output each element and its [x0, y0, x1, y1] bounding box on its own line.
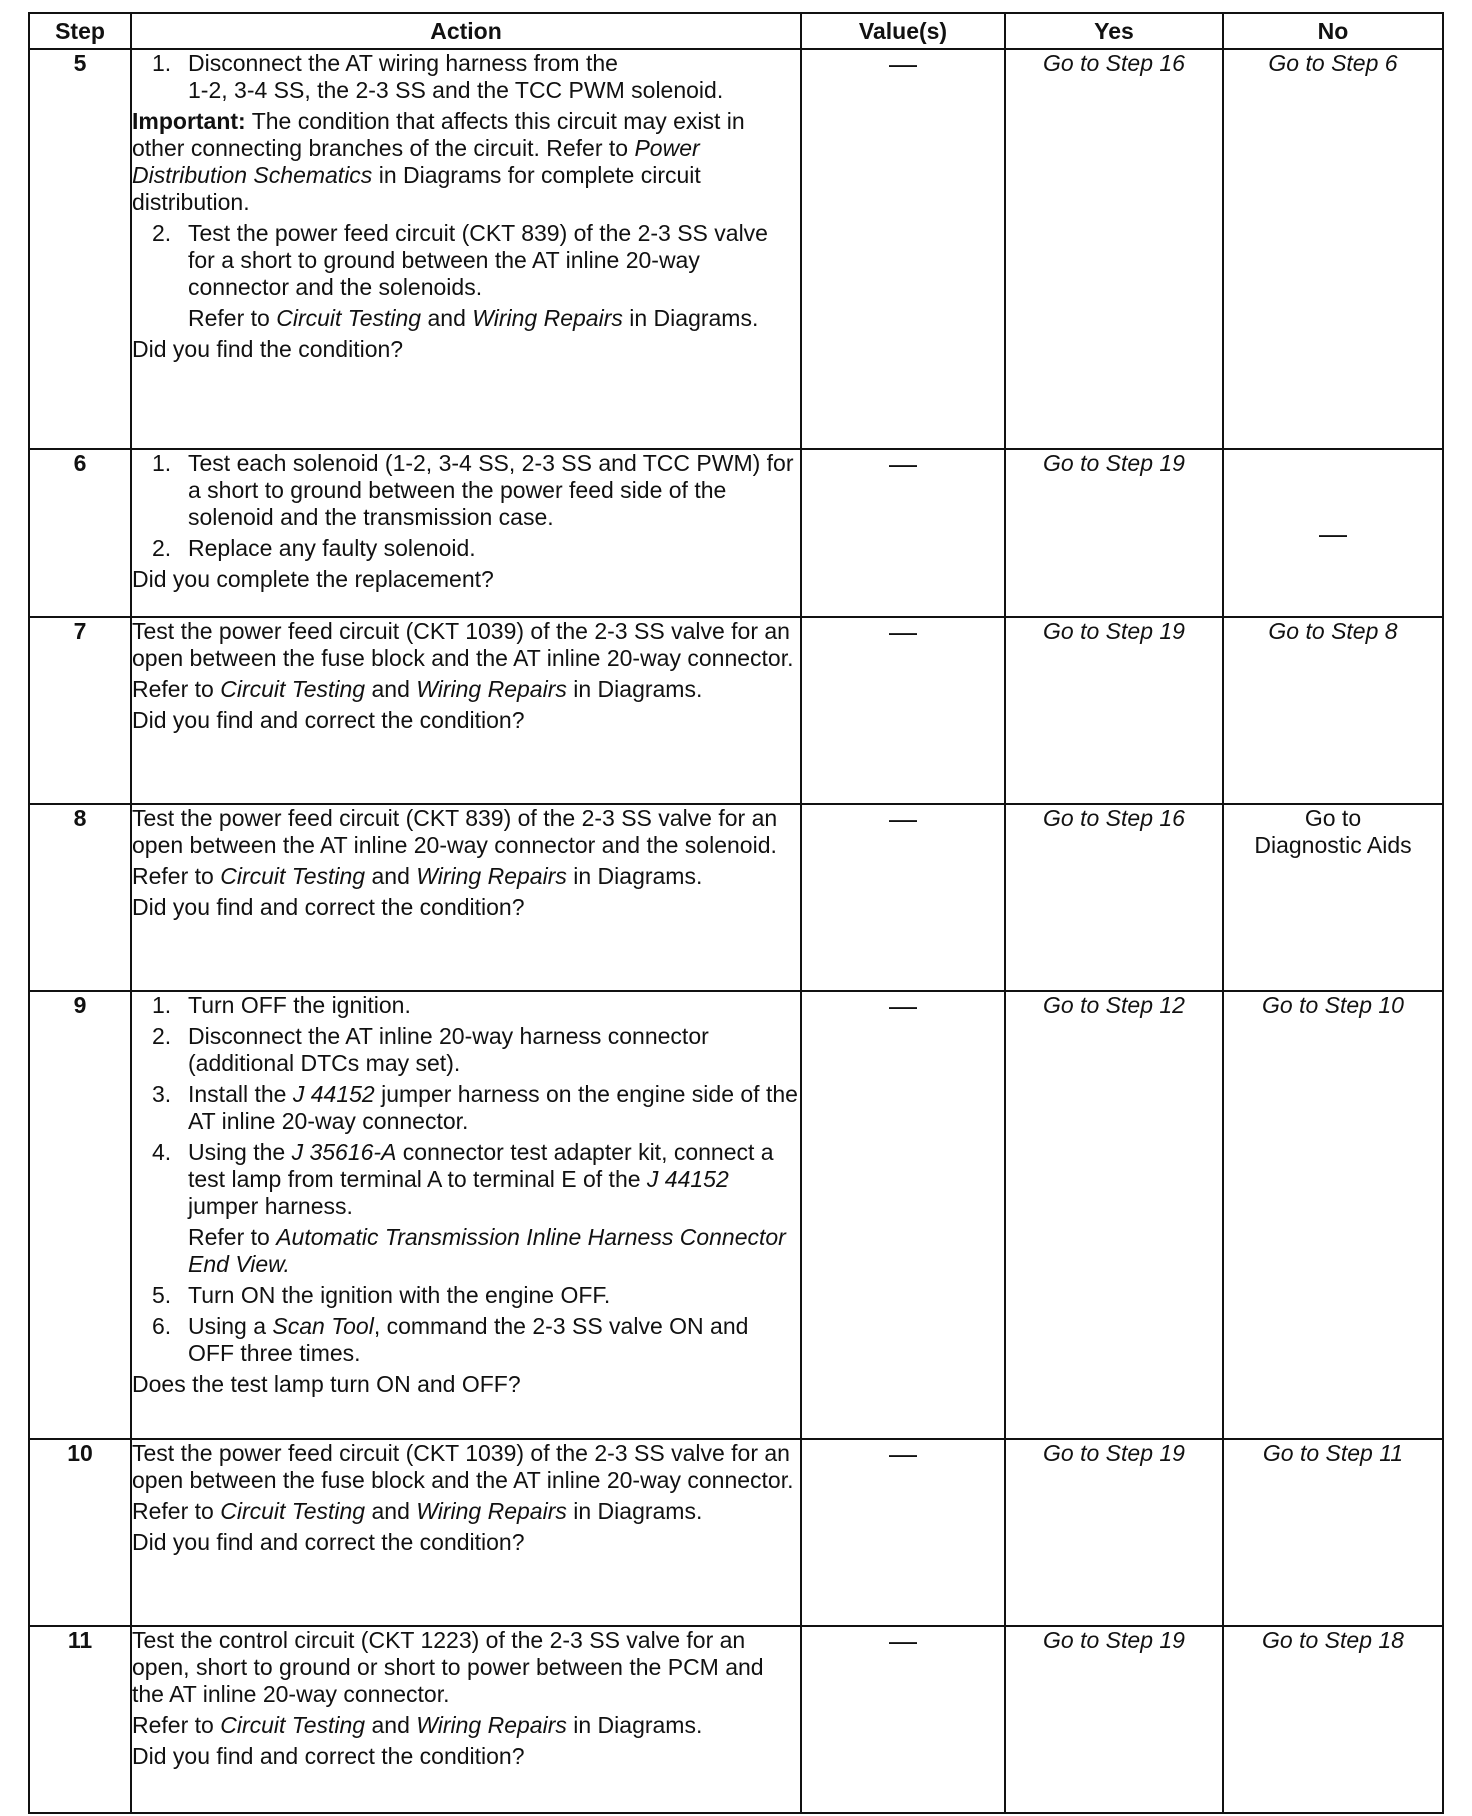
no-cell: Go to Step 11 [1223, 1439, 1443, 1626]
no-cell: Go to Step 8 [1223, 617, 1443, 804]
action-text: Turn OFF the ignition. [188, 992, 411, 1018]
header-row [29, 13, 1443, 49]
action-text: Disconnect the AT inline 20-way harness connector (additional DTCs may set). [188, 1023, 709, 1076]
table-row [29, 617, 1443, 804]
action-item: 5. Turn ON the ignition with the engine OFF. [132, 1282, 800, 1309]
yes-cell: Go to Step 12 [1005, 991, 1223, 1439]
value-cell: — [801, 804, 1005, 991]
question: Did you find the condition? [132, 336, 404, 362]
action-item: 2. Test the power feed circuit (CKT 839) of the 2-3 SS valve for a short to ground between the AT inline 20-way connector and the solenoids. [132, 220, 800, 301]
action-text: Test the power feed circuit (CKT 1039) of the 2-3 SS valve for an open between the fuse block and the AT inline 20-way connector. [132, 618, 794, 671]
action-text: Test each solenoid (1-2, 3-4 SS, 2-3 SS and TCC PWM) for a short to ground between the power feed side of the solenoid and the transmission case. [188, 450, 794, 530]
action-cell [131, 49, 801, 449]
step-number: 11 [29, 1626, 131, 1813]
action-item: 2. Disconnect the AT inline 20-way harness connector (additional DTCs may set). [132, 1023, 800, 1077]
no-cell: — [1223, 449, 1443, 617]
action-text: Turn ON the ignition with the engine OFF. [188, 1282, 611, 1308]
action-cell [131, 617, 801, 804]
action-text: Install the J 44152 jumper harness on the engine side of the AT inline 20-way connector. [188, 1081, 798, 1134]
header-action: Action [131, 13, 801, 49]
value-cell: — [801, 1439, 1005, 1626]
question: Did you find and correct the condition? [132, 894, 525, 920]
value-cell: — [801, 1626, 1005, 1813]
action-cell [131, 449, 801, 617]
action-item: 1. Test each solenoid (1-2, 3-4 SS, 2-3 SS and TCC PWM) for a short to ground between the power feed side of the solenoid and the transmission case. [132, 450, 800, 531]
table-row [29, 449, 1443, 617]
question: Did you find and correct the condition? [132, 1529, 525, 1555]
question: Did you find and correct the condition? [132, 707, 525, 733]
reference-note: Refer to Circuit Testing and Wiring Repairs in Diagrams. [188, 305, 759, 331]
table-row [29, 1626, 1443, 1813]
reference-note: Refer to Circuit Testing and Wiring Repairs in Diagrams. [132, 863, 703, 889]
step-number: 9 [29, 991, 131, 1439]
action-item: 6. Using a Scan Tool, command the 2-3 SS valve ON and OFF three times. [132, 1313, 800, 1367]
header-yes: Yes [1005, 13, 1223, 49]
no-cell [1223, 804, 1443, 991]
action-text: Using the J 35616-A connector test adapter kit, connect a test lamp from terminal A to terminal E of the J 44152 jumper harness. [188, 1139, 774, 1219]
question: Did you complete the replacement? [132, 566, 494, 592]
question: Did you find and correct the condition? [132, 1743, 525, 1769]
no-cell: Go to Step 18 [1223, 1626, 1443, 1813]
action-text: Test the control circuit (CKT 1223) of the 2-3 SS valve for an open, short to ground or short to power between the PCM and the AT inline 20-way connector. [132, 1627, 764, 1707]
reference-note: Refer to Circuit Testing and Wiring Repairs in Diagrams. [132, 1498, 703, 1524]
reference-note: Refer to Circuit Testing and Wiring Repairs in Diagrams. [132, 1712, 703, 1738]
action-text: Test the power feed circuit (CKT 1039) of the 2-3 SS valve for an open between the fuse block and the AT inline 20-way connector. [132, 1440, 794, 1493]
no-cell: Go to Step 10 [1223, 991, 1443, 1439]
value-cell: — [801, 991, 1005, 1439]
question: Does the test lamp turn ON and OFF? [132, 1371, 521, 1397]
header-step: Step [29, 13, 131, 49]
table-row [29, 49, 1443, 449]
value-cell: — [801, 617, 1005, 804]
action-item: 2. Replace any faulty solenoid. [132, 535, 800, 562]
action-text: Test the power feed circuit (CKT 839) of the 2-3 SS valve for an open between the AT inline 20-way connector and the solenoid. [132, 805, 778, 858]
no-cell: Go to Step 6 [1223, 49, 1443, 449]
yes-cell: Go to Step 16 [1005, 49, 1223, 449]
value-cell: — [801, 449, 1005, 617]
action-cell [131, 1439, 801, 1626]
action-cell [131, 991, 801, 1439]
diagnostic-table [28, 12, 1444, 1814]
step-number: 7 [29, 617, 131, 804]
action-cell [131, 804, 801, 991]
action-item: 3. Install the J 44152 jumper harness on the engine side of the AT inline 20-way connector. [132, 1081, 800, 1135]
action-item: 1. Disconnect the AT wiring harness from the 1-2, 3-4 SS, the 2-3 SS and the TCC PWM solenoid. [132, 50, 800, 104]
reference-note: Refer to Automatic Transmission Inline Harness Connector End View. [188, 1224, 786, 1277]
value-cell: — [801, 49, 1005, 449]
header-no: No [1223, 13, 1443, 49]
step-number: 6 [29, 449, 131, 617]
table-row [29, 991, 1443, 1439]
yes-cell: Go to Step 19 [1005, 1439, 1223, 1626]
yes-cell: Go to Step 19 [1005, 617, 1223, 804]
no-cell-text: Go to Diagnostic Aids [1254, 805, 1412, 858]
action-cell [131, 1626, 801, 1813]
action-text: Using a Scan Tool, command the 2-3 SS valve ON and OFF three times. [188, 1313, 749, 1366]
action-item: 4. Using the J 35616-A connector test adapter kit, connect a test lamp from terminal A to terminal E of the J 44152 jumper harness. [132, 1139, 800, 1220]
step-number: 10 [29, 1439, 131, 1626]
table-row [29, 1439, 1443, 1626]
step-number: 5 [29, 49, 131, 449]
yes-cell: Go to Step 19 [1005, 449, 1223, 617]
action-text: Test the power feed circuit (CKT 839) of the 2-3 SS valve for a short to ground between the AT inline 20-way connector and the solenoids. [188, 220, 768, 300]
important-note: Important: The condition that affects this circuit may exist in other connecting branches of the circuit. Refer to Power Distribution Schematics in Diagrams for complete circuit distribution. [132, 108, 745, 215]
action-text: Replace any faulty solenoid. [188, 535, 476, 561]
action-text: Disconnect the AT wiring harness from the 1-2, 3-4 SS, the 2-3 SS and the TCC PWM solenoid. [188, 50, 724, 103]
yes-cell: Go to Step 16 [1005, 804, 1223, 991]
table-row [29, 804, 1443, 991]
yes-cell: Go to Step 19 [1005, 1626, 1223, 1813]
action-item: 1. Turn OFF the ignition. [132, 992, 800, 1019]
diagnostic-page [28, 12, 1442, 1814]
header-values: Value(s) [801, 13, 1005, 49]
step-number: 8 [29, 804, 131, 991]
reference-note: Refer to Circuit Testing and Wiring Repairs in Diagrams. [132, 676, 703, 702]
